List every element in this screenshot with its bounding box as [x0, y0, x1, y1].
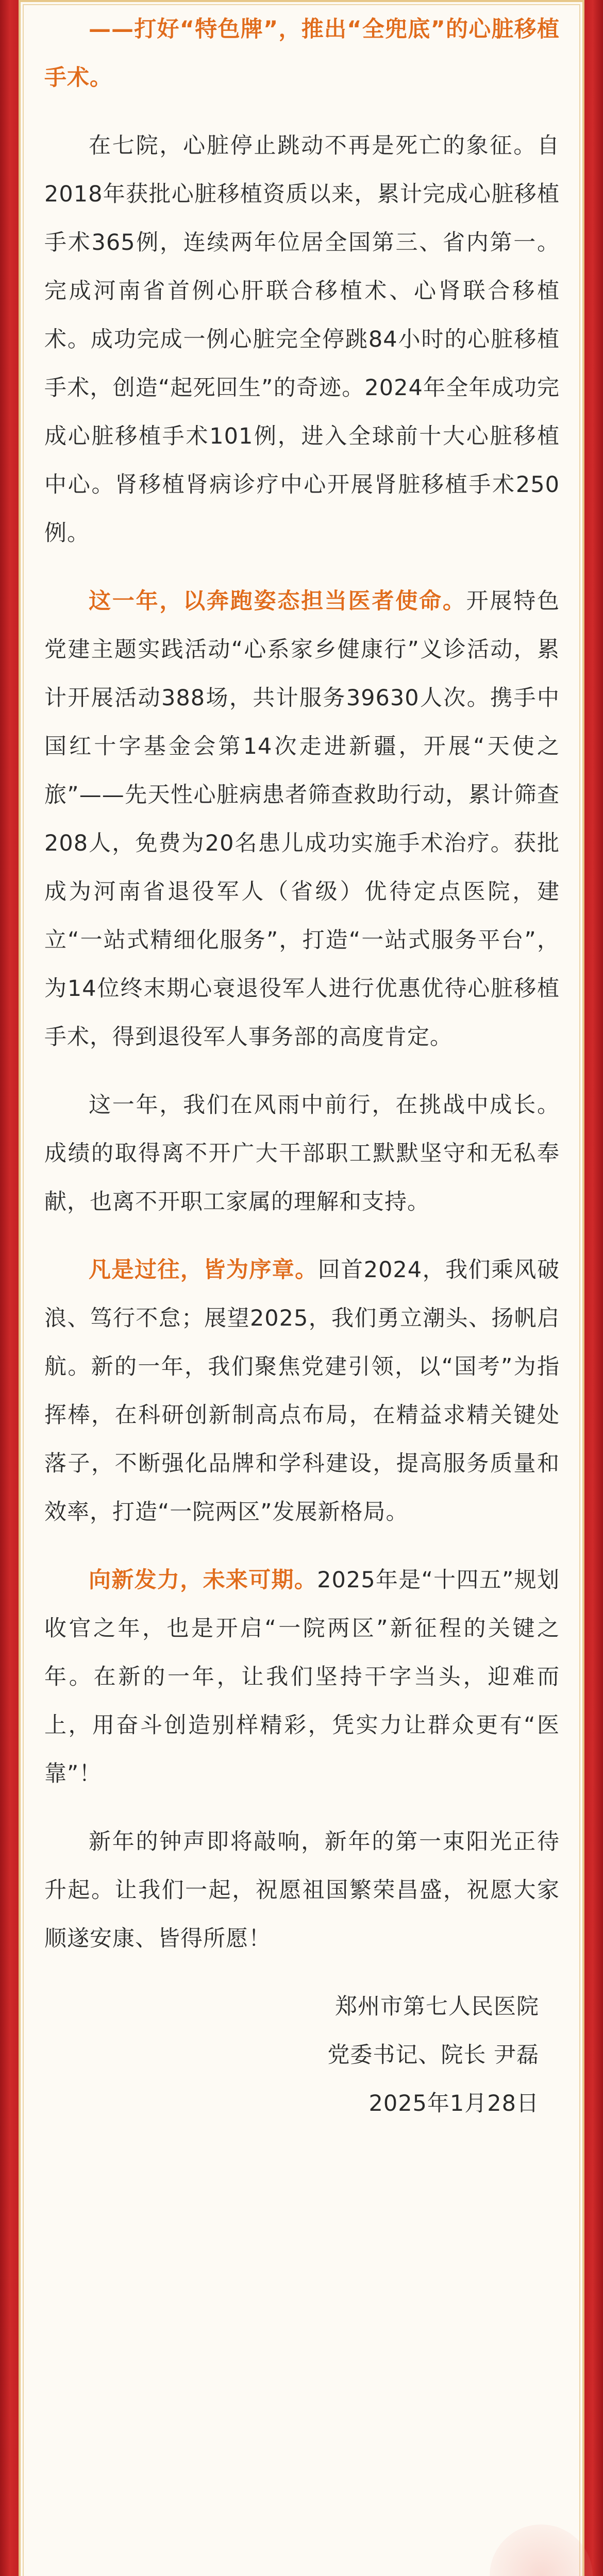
paragraph-text: 这一年，我们在风雨中前行，在挑战中成长。成绩的取得离不开广大干部职工默默坚守和无私奉献，也离不开职工家属的理解和支持。	[44, 1092, 560, 1215]
paragraph-5	[44, 1246, 560, 1536]
paragraph-text: 新年的钟声即将敲响，新年的第一束阳光正待升起。让我们一起，祝愿祖国繁荣昌盛，祝愿大家顺遂安康、皆得所愿！	[44, 1829, 560, 1952]
signature-date: 2025年1月28日	[368, 2091, 539, 2116]
letter-body	[44, 5, 560, 2128]
paragraph-highlight: 这一年，以奔跑姿态担当医者使命。	[89, 588, 466, 614]
paragraph-text: 在七院，心脏停止跳动不再是死亡的象征。自2018年获批心脏移植资质以来，累计完成心脏移植手术365例，连续两年位居全国第三、省内第一。完成河南省首例心肝联合移植术、心肾联合移植术。成功完成一例心脏完全停跳84小时的心脏移植手术，创造“起死回生”的奇迹。2024年全年成功完成心脏移植手术101例，进入全球前十大心脏移植中心。肾移植肾病诊疗中心开展肾脏移植手术250例。	[44, 133, 560, 546]
paragraph-6	[44, 1556, 560, 1798]
paragraph-text: 回首2024，我们乘风破浪、笃行不怠；展望2025，我们勇立潮头、扬帆启航。新的一年，我们聚焦党建引领，以“国考”为指挥棒，在科研创新制高点布局，在精益求精关键处落子，不断强化品牌和学科建设，提高服务质量和效率，打造“一院两区”发展新格局。	[44, 1257, 560, 1525]
paragraph-highlight: 凡是过往，皆为序章。	[89, 1257, 318, 1283]
paragraph-3	[44, 577, 560, 1061]
paragraph-text: 2025年是“十四五”规划收官之年，也是开启“一院两区”新征程的关键之年。在新的一年，让我们坚持干字当头，迎难而上，用奋斗创造别样精彩，凭实力让群众更有“医靠”！	[44, 1567, 560, 1787]
paragraph-text: 开展特色党建主题实践活动“心系家乡健康行”义诊活动，累计开展活动388场，共计服务39630人次。携手中国红十字基金会第14次走进新疆，开展“天使之旅”——先天性心脏病患者筛查救助行动，累计筛查208人，免费为20名患儿成功实施手术治疗。获批成为河南省退役军人（省级）优待定点医院，建立“一站式精细化服务”，打造“一站式服务平台”，为14位终末期心衰退役军人进行优惠优待心脏移植手术，得到退役军人事务部的高度肯定。	[44, 588, 560, 1050]
signature-org: 郑州市第七人民医院	[335, 1994, 539, 2020]
signature-block	[44, 1982, 539, 2128]
paragraph-4	[44, 1081, 560, 1226]
paragraph-highlight: ——打好“特色牌”，推出“全兜底”的心脏移植手术。	[44, 16, 560, 91]
signature-title: 党委书记、院长 尹磊	[327, 2042, 539, 2068]
paragraph-2	[44, 122, 560, 557]
paragraph-7	[44, 1818, 560, 1963]
paragraph-highlight: 向新发力，未来可期。	[89, 1567, 317, 1593]
paragraph-1	[44, 5, 560, 102]
